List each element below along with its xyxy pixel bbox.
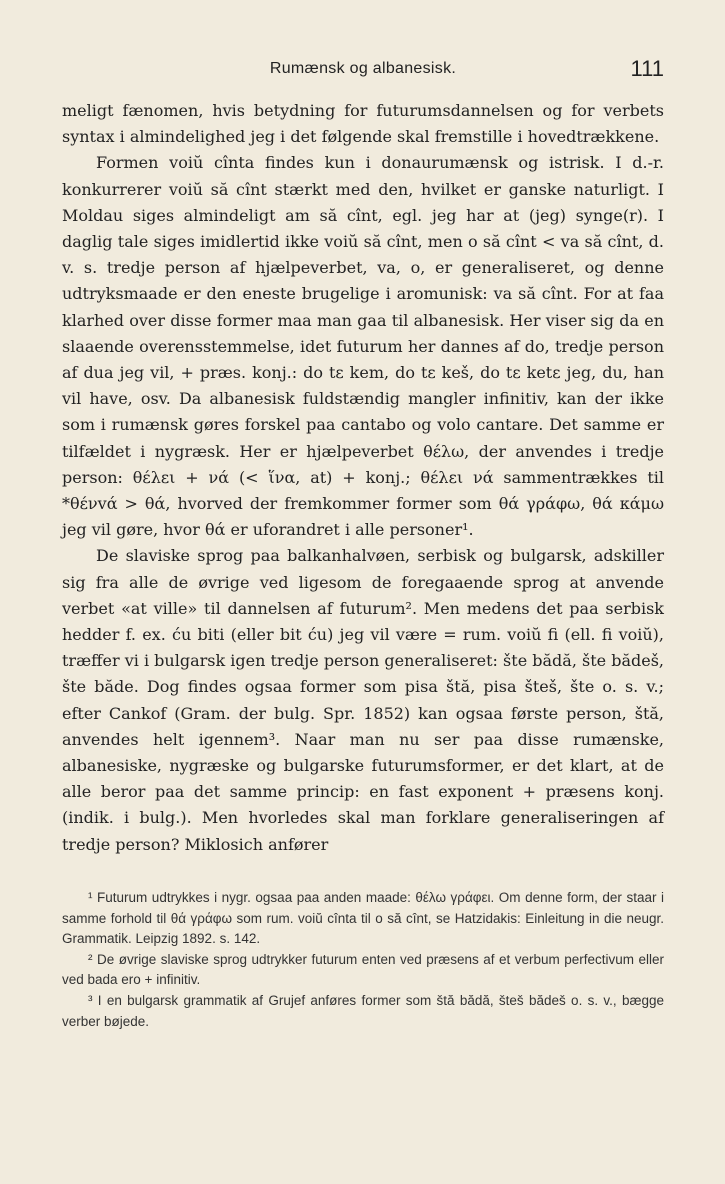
main-text: [62, 98, 664, 858]
footnote-1: ¹ Futurum udtrykkes i nygr. ogsaa paa anden maade: θέλω γράφει. Om denne form, der staar i samme forhold til θά γράφω som rum. voiŭ cînta til o să cînt, se Hatzidakis: Einleitung in die neugr. Grammatik. Leipzig 1892. s. 142.: [62, 890, 664, 947]
footnote-2: ² De øvrige slaviske sprog udtrykker futurum enten ved præsens af et verbum perfectivum eller ved bada ero + infinitiv.: [62, 951, 664, 988]
running-title: Rumænsk og albanesisk.: [269, 60, 457, 77]
footnotes: [62, 888, 664, 1032]
page-number: 111: [630, 56, 664, 81]
footnote-3: ³ I en bulgarsk grammatik af Grujef anføres former som štă bădă, šteš bădeš o. s. v., bægge verber bøjede.: [62, 992, 664, 1029]
paragraph-futurum-forms: Formen voiŭ cînta findes kun i donaurumænsk og istrisk. I d.-r. konkurrerer voiŭ să cînt stærkt med den, hvilket er ganske naturligt. I Moldau siges almindeligt am să cînt, egl. jeg har at (jeg) synge(r). I daglig tale siges imidlertid ikke voiŭ să cînt, men o să cînt < va să cînt, d. v. s. tredje person af hjælpeverbet, va, o, er generaliseret, og denne udtryksmaade er den eneste brugelige i aromunisk: va să cînt. For at faa klarhed over disse former maa man gaa til albanesisk. Her viser sig da en slaaende overensstemmelse, idet futurum her dannes af do, tredje person af dua jeg vil, + præs. konj.: do tε kem, do tε keš, do tε ketε jeg, du, han vil have, osv. Da albanesisk fuldstændig mangler infinitiv, kan der ikke som i rumænsk gøres forskel paa cantabo og volo cantare. Det samme er tilfældet i nygræsk. Her er hjælpeverbet θέλω, der anvendes i tredje person: θέλει + νά (< ἵνα, at) + konj.; θέλει νά sammentrækkes til *θένvά > θά, hvorved der fremkommer former som θά γράφω, θά κάμω jeg vil gøre, hvor θά er uforandret i alle personer¹.: [62, 153, 664, 540]
paragraph-slavic-languages: De slaviske sprog paa balkanhalvøen, serbisk og bulgarsk, adskiller sig fra alle de øvrige ved ligesom de foregaaende sprog at anvende verbet «at ville» til dannelsen af futurum². Men medens det paa serbisk hedder f. ex. ću biti (eller bit ću) jeg vil være = rum. voiŭ fi (ell. fi voiŭ), træffer vi i bulgarsk igen tredje person generaliseret: šte bădă, šte bădeš, šte băde. Dog findes ogsaa former som pisa štă, pisa šteš, šte o. s. v.; efter Cankof (Gram. der bulg. Spr. 1852) kan ogsaa første person, štă, anvendes helt igennem³. Naar man nu ser paa disse rumænske, albanesiske, nygræske og bulgarske futurumsformer, er det klart, at de alle beror paa det samme princip: en fast exponent + præsens konj. (indik. i bulg.). Men hvorledes skal man forklare generaliseringen af tredje person? Miklosich anfører: [62, 546, 664, 854]
paragraph-continuation: meligt fænomen, hvis betydning for futurumsdannelsen og for verbets syntax i almindelighed jeg i det følgende skal fremstille i hovedtrækkene.: [62, 101, 664, 147]
page-header: [62, 56, 664, 88]
